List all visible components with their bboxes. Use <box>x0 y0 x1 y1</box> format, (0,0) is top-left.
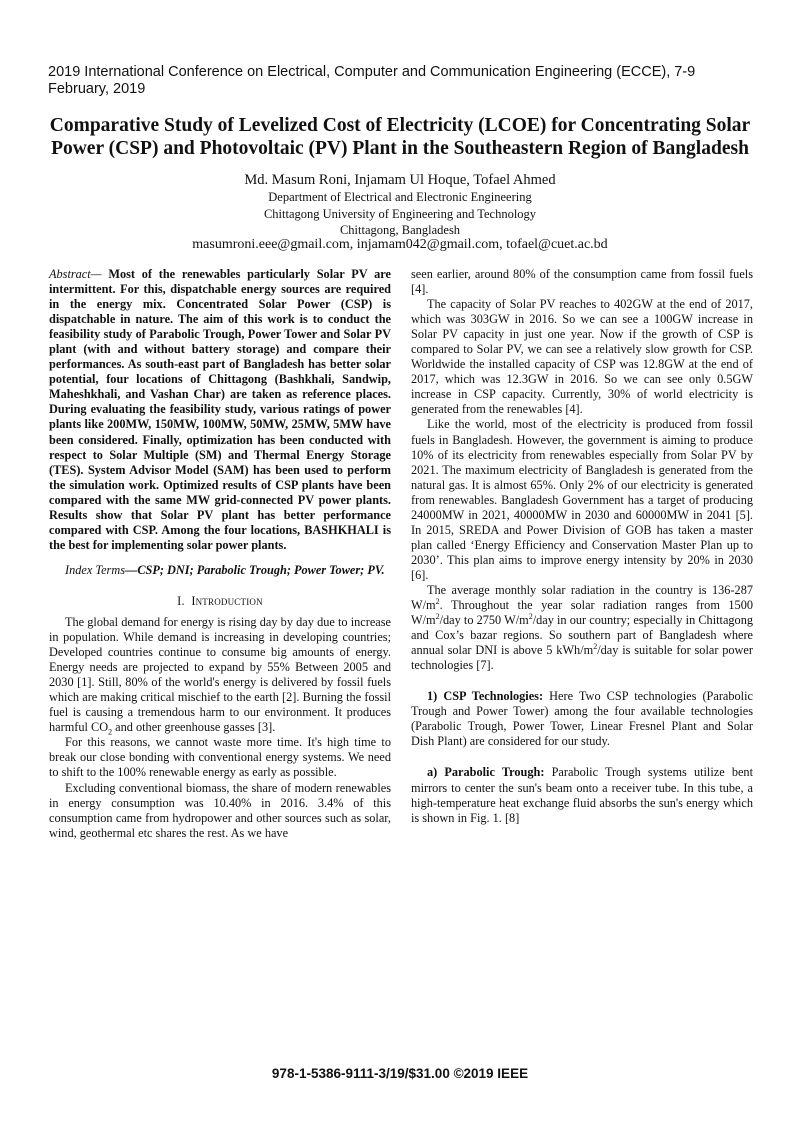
csp-technologies-paragraph <box>411 689 753 749</box>
author-list: Md. Masum Roni, Injamam Ul Hoque, Tofael Ahmed <box>244 172 556 188</box>
intro-paragraph-1-text: The global demand for energy is rising day by day due to increase in population. While demand is increasing in developing countries; Developed countries continue to consume big amounts of energy. Energy needs are projected to expand by 55% Between 2005 and 2030 [1]. Still, 80% of the world's energy is delivered by fossil fuels which are making critical mischief to the earth [2]. Burning the fossil fuel is causing a tremendous harm to our environment. It produces harmful CO <box>49 614 391 735</box>
abstract-lead: Abstract— <box>49 267 102 281</box>
index-terms-body: —CSP; DNI; Parabolic Trough; Power Tower; PV. <box>125 562 385 577</box>
abstract <box>49 267 391 553</box>
section-title: Introduction <box>191 593 263 608</box>
radiation-text-a: The average monthly solar radiation in the country is 136-287 W/m <box>411 582 753 613</box>
affiliation <box>40 189 760 239</box>
paper-title: Comparative Study of Levelized Cost of Electricity (LCOE) for Concentrating Solar Power (CSP) and Photovoltaic (PV) Plant in the Southeastern Region of Bangladesh <box>49 115 751 159</box>
parabolic-trough-heading: a) Parabolic Trough: <box>427 765 545 780</box>
csp-technologies-body: Here Two CSP technologies (Parabolic Trough and Power Tower) among the four available technologies (Parabolic Trough, Power Tower, Linear Fresnel Plant and Solar Dish Plant) are considered for our study. <box>411 689 753 749</box>
superscript: 2 <box>593 642 598 652</box>
affiliation-university: Chittagong University of Engineering and Technology <box>263 206 537 221</box>
abstract-body: Most of the renewables particularly Solar PV are intermittent. For this, dispatchable energy sources are required in the energy mix. Concentrated Solar Power (CSP) is dispatchable in nature. The aim of this work is to conduct the feasibility study of Parabolic Trough, Power Tower and Solar PV plant (with and without battery storage) and compare their performances. As south-east part of Bangladesh has better solar potential, four locations of Chittagong (Bashkhali, Sandwip, Maheshkhali, and Vashan Char) are taken as reference places. During evaluating the feasibility study, various ratings of power plants like 200MW, 150MW, 100MW, 50MW, 25MW, 5MW have been considered. Finally, optimization has been conducted with respect to Solar Multiple (SM) and Thermal Energy Storage (TES). System Advisor Model (SAM) has been used to perform the simulation work. Optimized results of CSP plants have been compared with the same MW grid-connected PV power plants. Results show that Solar PV plant has better performance compared with CSP. Among the four locations, BASHKHALI is the best for implementing solar power plants. <box>49 267 391 552</box>
index-terms-lead: Index Terms <box>65 562 126 577</box>
radiation-text-d: /day in our country; especially in Chittagong and Cox’s bazar regions. So southern part of Bangladesh where annual solar DNI is above 5 kWh/m <box>411 613 754 658</box>
section-number: I. <box>177 593 185 608</box>
affiliation-location: Chittagong, Bangladesh <box>339 223 461 238</box>
author-emails: masumroni.eee@gmail.com, injamam042@gmail.com, tofael@cuet.ac.bd <box>192 237 608 252</box>
intro-paragraph-1-tail: and other greenhouse gasses [3]. <box>112 720 276 735</box>
radiation-text-e: /day is suitable for solar power technologies [7]. <box>411 643 753 673</box>
section-heading-introduction <box>49 594 391 609</box>
affiliation-department: Department of Electrical and Electronic Engineering <box>268 190 532 204</box>
intro-paragraph-3: Excluding conventional biomass, the share of modern renewables in energy consumption was 10.40% in 2016. 3.4% of this consumption came from hydropower and other sources such as solar, wind, geothermal etc shares the rest. As we have <box>49 780 391 840</box>
intro-paragraph-4: The capacity of Solar PV reaches to 402GW at the end of 2017, which was 303GW in 2016. So we can see a 100GW increase in Solar PV capacity in just one year. Now if the growth of CSP is compared to Solar PV, we can see a relatively slow growth for CSP. Worldwide the installed capacity of CSP was 12.8GW at the end of 2017, which was 12.3GW in 2016. So we can see only 0.5GW increase in CSP capacity. Currently, 30% of world electricity is generated from the renewables [4]. <box>411 297 753 417</box>
parabolic-trough-paragraph <box>411 765 753 825</box>
superscript: 2 <box>435 611 440 621</box>
right-column <box>411 267 753 826</box>
superscript: 2 <box>435 596 440 606</box>
copyright-footer: 978-1-5386-9111-3/19/$31.00 ©2019 IEEE <box>271 1066 529 1081</box>
parabolic-trough-body: Parabolic Trough systems utilize bent mirrors to center the sun's beam onto a receiver tube. In this tube, a high-temperature heat exchange fluid absorbs the sun's energy which is shown in Fig. 1. [8] <box>411 765 753 825</box>
radiation-text-b: . Throughout the year solar radiation ranges from 1500 W/m <box>411 598 753 628</box>
co2-subscript: 2 <box>108 727 113 737</box>
left-column <box>49 267 391 841</box>
intro-paragraph-6 <box>411 583 753 673</box>
intro-paragraph-1 <box>49 615 391 735</box>
radiation-text-c: /day to 2750 W/m <box>439 613 529 628</box>
intro-paragraph-2: For this reasons, we cannot waste more time. It's high time to break our close bonding with conventional energy systems. We need to shift to the 100% renewable energy as early as possible. <box>49 735 391 780</box>
intro-paragraph-5: Like the world, most of the electricity is produced from fossil fuels in Bangladesh. However, the government is aiming to produce 10% of its electricity from renewables especially from Solar PV by 2021. The maximum electricity of Bangladesh is generated from the natural gas. It is almost 65%. Only 2% of our electricity is generated from renewables. Bangladesh Government has a target of producing 24000MW in 2021, 40000MW in 2030 and 60000MW in 2041 [5]. In 2015, SREDA and Power Division of GOB has taken a master plan called ‘Energy Efficiency and Conservation Master Plan up to 2030’. This plan aims to improve energy intensity by 20% in 2030 [6]. <box>411 417 753 582</box>
intro-paragraph-3-continued: seen earlier, around 80% of the consumption came from fossil fuels [4]. <box>411 267 753 297</box>
superscript: 2 <box>528 611 533 621</box>
csp-technologies-heading: 1) CSP Technologies: <box>427 689 544 704</box>
index-terms <box>49 563 391 578</box>
conference-header: 2019 International Conference on Electrical, Computer and Communication Engineering (ECCE), 7-9 February, 2019 <box>48 64 696 97</box>
